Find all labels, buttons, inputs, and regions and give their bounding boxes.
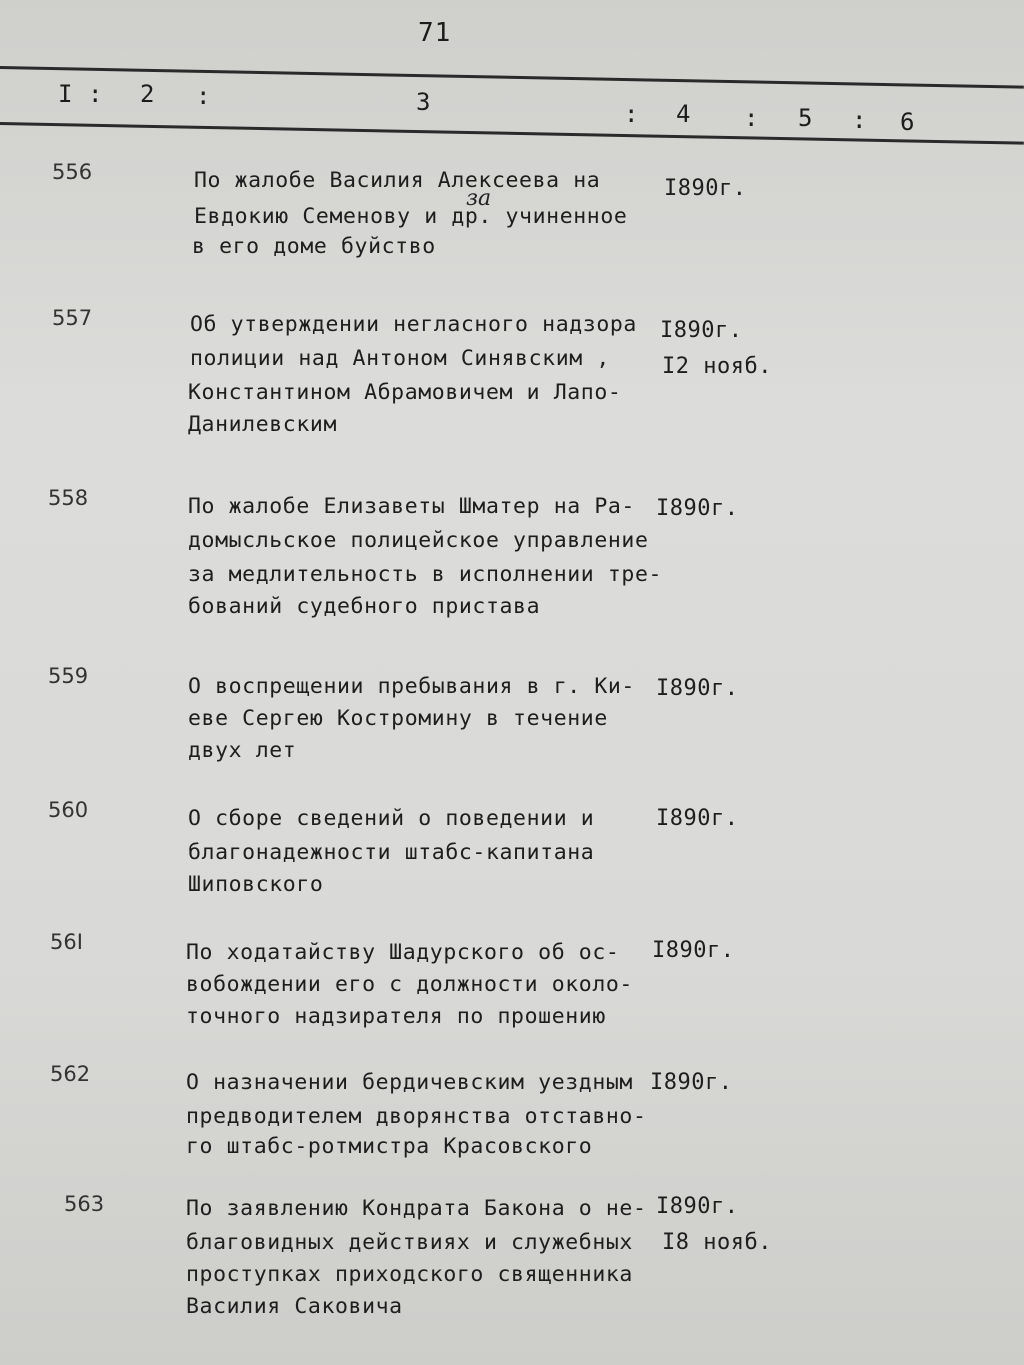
column-separator: : bbox=[88, 80, 103, 108]
column-separator: : bbox=[744, 104, 759, 132]
entry-number: 563 bbox=[64, 1192, 105, 1216]
entry-text-line: благовидных действиях и служебных bbox=[186, 1230, 633, 1255]
entry-text-line: По ходатайству Шадурского об ос- bbox=[186, 940, 620, 965]
entry-text-line: еве Сергею Костромину в течение bbox=[188, 706, 608, 731]
entry-text-line: вобождении его с должности около- bbox=[186, 972, 633, 997]
entry-text-line: го штабс-ротмистра Красовского bbox=[186, 1134, 593, 1159]
entry-text-line: Шиповского bbox=[188, 872, 324, 897]
entry-text-line: проступках приходского священника bbox=[186, 1262, 633, 1287]
entry-number: 562 bbox=[50, 1062, 91, 1086]
column-header-5: 5 bbox=[798, 104, 813, 132]
entry-text-line: Евдокию Семенову и др. учиненное bbox=[194, 204, 628, 229]
entry-text-line: благонадежности штабс-капитана bbox=[188, 840, 595, 865]
column-header-4: 4 bbox=[676, 100, 691, 128]
entry-text-line: О сборе сведений о поведении и bbox=[188, 806, 595, 831]
entry-date: I890г. bbox=[660, 318, 743, 343]
entry-text-line: в его доме буйство bbox=[192, 234, 436, 259]
column-header-6: 6 bbox=[900, 108, 915, 136]
entry-date: I890г. bbox=[656, 806, 739, 831]
entry-date: I890г. bbox=[652, 938, 735, 963]
column-header-3: 3 bbox=[416, 88, 431, 116]
column-separator: : bbox=[196, 82, 211, 110]
entry-date: I890г. bbox=[664, 176, 747, 201]
page-number: 71 bbox=[418, 18, 452, 48]
entry-text-line: О воспрещении пребывания в г. Ки- bbox=[188, 674, 635, 699]
entry-text-line: двух лет bbox=[188, 738, 297, 763]
entry-text-line: Данилевским bbox=[188, 412, 337, 437]
entry-text-line: домысльское полицейское управление bbox=[188, 528, 649, 553]
entry-text-line: По заявлению Кондрата Бакона о не- bbox=[186, 1196, 647, 1221]
entry-text-line: полиции над Антоном Синявским , bbox=[190, 346, 610, 371]
entry-text-line: предводителем дворянства отставно- bbox=[186, 1104, 647, 1129]
entry-text-line: бований судебного пристава bbox=[188, 594, 541, 619]
entry-date: I890г. bbox=[656, 676, 739, 701]
entry-number: 558 bbox=[48, 486, 89, 510]
entry-number: 559 bbox=[48, 664, 89, 688]
column-separator: : bbox=[624, 100, 639, 128]
entry-date: I890г. bbox=[656, 1194, 739, 1219]
handwritten-insertion: за bbox=[466, 186, 492, 211]
entry-text-line: По жалобе Василия Алексеева на bbox=[194, 168, 601, 193]
column-header-1: I bbox=[58, 80, 73, 108]
entry-number: 560 bbox=[48, 798, 89, 822]
entry-text-line: Об утверждении негласного надзора bbox=[190, 312, 637, 337]
entry-number: 557 bbox=[52, 306, 93, 330]
header-rule-bottom bbox=[0, 122, 1024, 145]
entry-text-line: О назначении бердичевским уездным bbox=[186, 1070, 633, 1095]
entry-number: 556 bbox=[52, 160, 93, 184]
entry-text-line: точного надзирателя по прошению bbox=[186, 1004, 606, 1029]
entry-date: I890г. bbox=[656, 496, 739, 521]
column-header-2: 2 bbox=[140, 80, 155, 108]
entry-text-line: По жалобе Елизаветы Шматер на Ра- bbox=[188, 494, 635, 519]
entry-number: 56I bbox=[50, 930, 83, 954]
entry-date-day: I8 нояб. bbox=[662, 1230, 772, 1255]
column-separator: : bbox=[852, 106, 867, 134]
entry-date-day: I2 нояб. bbox=[662, 354, 772, 379]
entry-text-line: Константином Абрамовичем и Лапо- bbox=[188, 380, 622, 405]
entry-date: I890г. bbox=[650, 1070, 733, 1095]
entry-text-line: Василия Саковича bbox=[186, 1294, 403, 1319]
entry-text-line: за медлительность в исполнении тре- bbox=[188, 562, 663, 587]
